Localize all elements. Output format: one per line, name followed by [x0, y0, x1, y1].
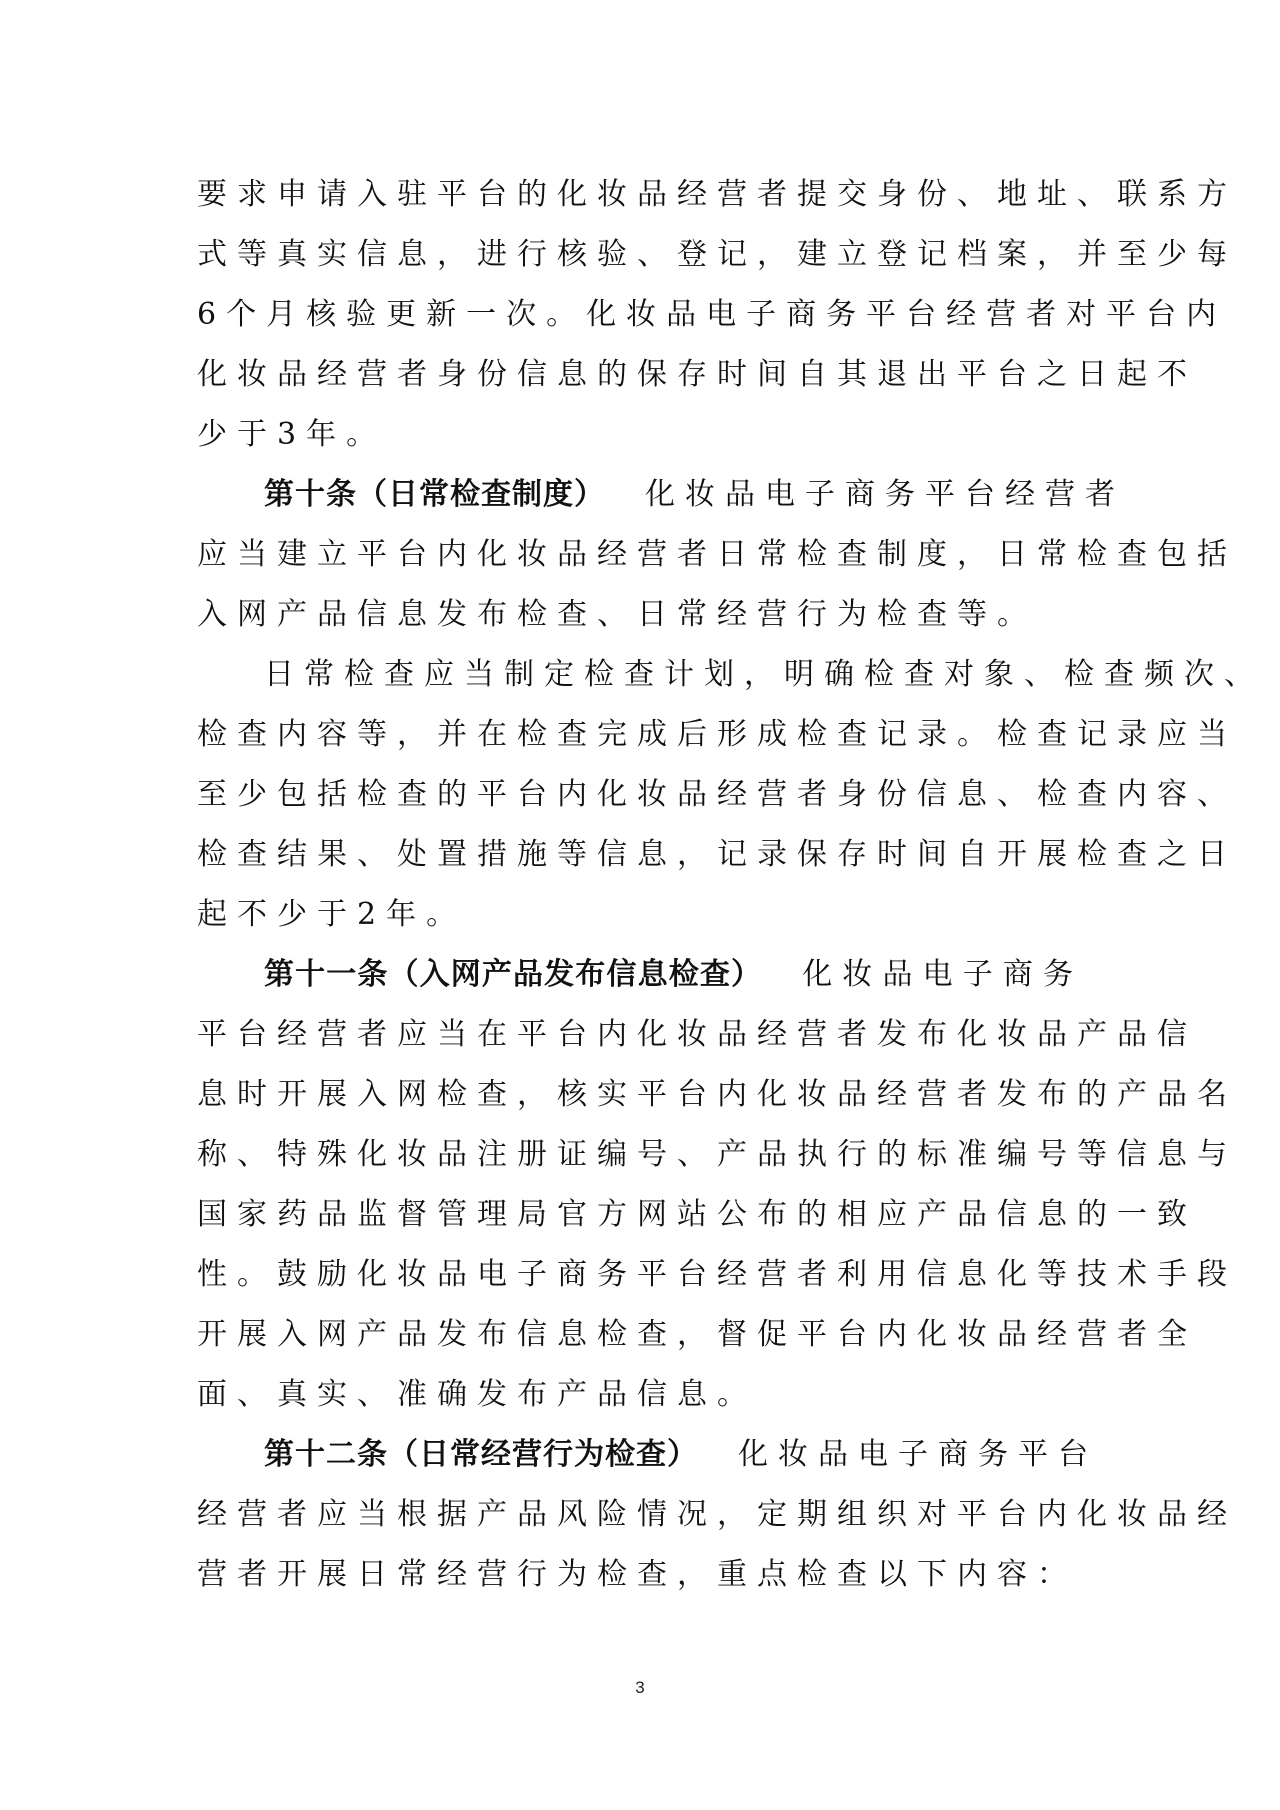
text-line: 营者开展日常经营行为检查，重点检查以下内容：	[197, 1557, 1077, 1592]
article-heading: 第十一条（入网产品发布信息检查）	[264, 957, 763, 992]
text-line: 化妆品经营者身份信息的保存时间自其退出平台之日起不	[197, 357, 1197, 392]
article-first-line-text: 化妆品电子商务平台经营者	[645, 477, 1125, 512]
text-line: 检查内容等，并在检查完成后形成检查记录。检查记录应当	[197, 717, 1237, 752]
article-heading: 第十二条（日常经营行为检查）	[264, 1437, 698, 1472]
text-line: 面、真实、准确发布产品信息。	[197, 1377, 757, 1412]
text-line: 经营者应当根据产品风险情况，定期组织对平台内化妆品经	[197, 1497, 1237, 1532]
document-body	[197, 165, 1264, 1605]
text-line: 少于3年。	[197, 417, 387, 452]
article-first-line-text: 化妆品电子商务	[802, 957, 1084, 992]
article-11	[197, 945, 1237, 1425]
article-12	[197, 1425, 1237, 1605]
text-line: 日常检查应当制定检查计划，明确检查对象、检查频次、	[264, 657, 1264, 692]
page-number: 3	[635, 1678, 645, 1697]
paragraph-daily-inspection-plan	[197, 645, 1264, 945]
text-line: 起不少于2年。	[197, 897, 467, 932]
text-line: 息时开展入网检查，核实平台内化妆品经营者发布的产品名	[197, 1077, 1237, 1112]
text-line: 开展入网产品发布信息检查，督促平台内化妆品经营者全	[197, 1317, 1197, 1352]
text-line: 6个月核验更新一次。化妆品电子商务平台经营者对平台内	[197, 297, 1227, 332]
article-10	[197, 465, 1237, 645]
article-first-line-text: 化妆品电子商务平台	[738, 1437, 1098, 1472]
text-line: 平台经营者应当在平台内化妆品经营者发布化妆品产品信	[197, 1017, 1197, 1052]
text-line: 至少包括检查的平台内化妆品经营者身份信息、检查内容、	[197, 777, 1237, 812]
text-line: 入网产品信息发布检查、日常经营行为检查等。	[197, 597, 1037, 632]
article-first-line	[197, 465, 1125, 525]
text-line: 国家药品监督管理局官方网站公布的相应产品信息的一致	[197, 1197, 1197, 1232]
text-line: 式等真实信息，进行核验、登记，建立登记档案，并至少每	[197, 237, 1237, 272]
text-line: 称、特殊化妆品注册证编号、产品执行的标准编号等信息与	[197, 1137, 1237, 1172]
text-line: 应当建立平台内化妆品经营者日常检查制度，日常检查包括	[197, 537, 1237, 572]
text-line: 性。鼓励化妆品电子商务平台经营者利用信息化等技术手段	[197, 1257, 1237, 1292]
paragraph-identity-retention	[197, 165, 1237, 465]
article-first-line	[197, 945, 1083, 1005]
article-heading: 第十条（日常检查制度）	[264, 477, 605, 512]
text-line: 要求申请入驻平台的化妆品经营者提交身份、地址、联系方	[197, 177, 1237, 212]
text-line: 检查结果、处置措施等信息，记录保存时间自开展检查之日	[197, 837, 1237, 872]
article-first-line	[197, 1425, 1098, 1485]
